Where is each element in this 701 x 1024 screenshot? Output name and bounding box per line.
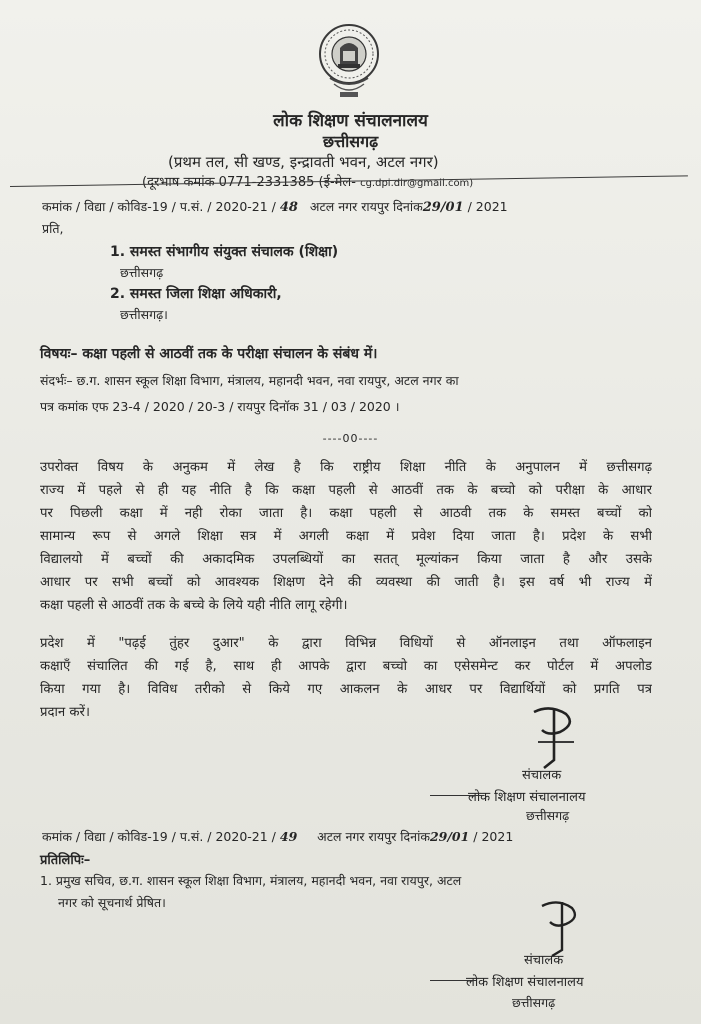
paragraph-line: प्रदेश में "पढ़ई तुंहर दुआर" के द्वारा विभिन्न विधियों से ऑनलाइन तथा ऑफलाइन [40,636,652,651]
body-paragraph-1 [40,456,652,617]
copy-order-place-date: अटल नगर रायपुर दिनांक [317,829,430,844]
section-divider: ----00---- [322,432,379,445]
paragraph-line: कक्षा पहली से आठवीं तक के बच्चे के लिये यही नीति लागू रहेगी। [40,598,348,613]
paragraph-line: उपरोक्त विषय के अनुकम में लेख है कि राष्ट्रीय शिक्षा नीति के अनुपालन में छत्तीसगढ़ [40,460,652,475]
email-label: (ई-मेल- [318,175,356,190]
signature-2-state: छत्तीसगढ़ [512,995,556,1010]
paragraph-line: कक्षाएँ संचालित की गई है, साथ ही आपके द्वारा बच्चो का एसेसमेन्ट कर पोर्टल में अपलोड [40,659,652,674]
email-address: cg.dpi.dir@gmail.com) [360,178,474,189]
paragraph-line: आधार पर सभी बच्चों को आवश्यक शिक्षण देने की व्यवस्था की जाती है। इस वर्ष भी राज्य में [40,575,652,590]
recipient-2-state: छत्तीसगढ़। [120,307,168,322]
signature-1-office: लोक शिक्षण संचालनालय [468,790,586,805]
signature-2-office: लोक शिक्षण संचालनालय [466,975,584,990]
copy-order-date-handwritten: 29/01 [429,829,470,844]
copy-to-item-1: 1. प्रमुख सचिव, छ.ग. शासन स्कूल शिक्षा विभाग, मंत्रालय, महानदी भवन, नवा रायपुर, अटल [40,873,462,888]
copy-order-number-line [42,828,513,845]
signature-1-mark [520,702,590,772]
recipients-label: प्रति, [42,221,64,236]
paragraph-line: प्रदान करें। [40,705,90,720]
paragraph-line: किया गया है। विविध तरीको से किये गए आकलन के आधर पर विद्यार्थियों को प्रगति पत्र [40,682,652,697]
subject-line: विषयः– कक्षा पहली से आठवीं तक के परीक्षा संचालन के संबंध में। [40,346,378,362]
signature-1-title: संचालक [522,768,562,783]
recipient-1: 1. समस्त संभागीय संयुक्त संचालक (शिक्षा) [110,244,339,260]
paragraph-line: सामान्य रूप से अगले शिक्षा सत्र में अगली कक्षा में प्रवेश दिया जाता है। प्रदेश के सभी [40,529,652,544]
order-number-prefix: कमांक / विद्या / कोविड-19 / प.सं. / 2020-21 / [42,199,276,214]
copy-to-item-1-cont: नगर को सूचनार्थ प्रेषित। [58,895,166,910]
paragraph-line: पर पिछली कक्षा में नही रोका जाता है। कक्षा पहली से आठवी तक के समस्त बच्चों को [40,506,652,521]
state-emblem-icon [318,18,380,104]
order-date-handwritten: 29/01 [422,200,464,215]
recipient-2: 2. समस्त जिला शिक्षा अधिकारी, [110,286,282,302]
order-place-date: अटल नगर रायपुर दिनांक [309,199,423,214]
copy-to-label: प्रतिलिपिः– [40,853,91,868]
office-state: छत्तीसगढ़ [322,132,379,151]
paragraph-line: विद्यालयो में बच्चों की अकादमिक उपलब्धियों का सतत् मूल्यांकन किया जाता है और उसके [40,552,652,567]
copy-order-year: / 2021 [473,829,514,844]
signature-1-state: छत्तीसगढ़ [526,808,570,823]
signature-2-stroke [430,980,476,981]
office-address: (प्रथम तल, सी खण्ड, इन्द्रावती भवन, अटल नगर) [168,153,439,171]
copy-order-number-prefix: कमांक / विद्या / कोविड-19 / प.सं. / 2020-21 / [42,829,276,844]
paragraph-line: राज्य में पहले से ही यह नीति है कि कक्षा पहली से आठवीं तक के बच्चो को परीक्षा के आधार [40,483,652,498]
office-name: लोक शिक्षण संचालनालय [273,111,428,131]
phone-number: (दूरभाष कमांक 0771-2331385 [142,175,315,190]
signature-1-stroke [430,795,482,796]
signature-2-title: संचालक [524,953,564,968]
reference-line-2: पत्र कमांक एफ 23-4 / 2020 / 20-3 / रायपुर दिनॉक 31 / 03 / 2020 । [40,399,400,414]
copy-order-number-handwritten: 49 [279,829,298,844]
order-year: / 2021 [467,199,508,214]
order-number-line [42,198,508,215]
reference-line-1: संदर्भः– छ.ग. शासन स्कूल शिक्षा विभाग, मंत्रालय, महानदी भवन, नवा रायपुर, अटल नगर का [40,373,459,388]
recipient-1-state: छत्तीसगढ़ [120,265,164,280]
order-number-handwritten: 48 [279,200,298,215]
